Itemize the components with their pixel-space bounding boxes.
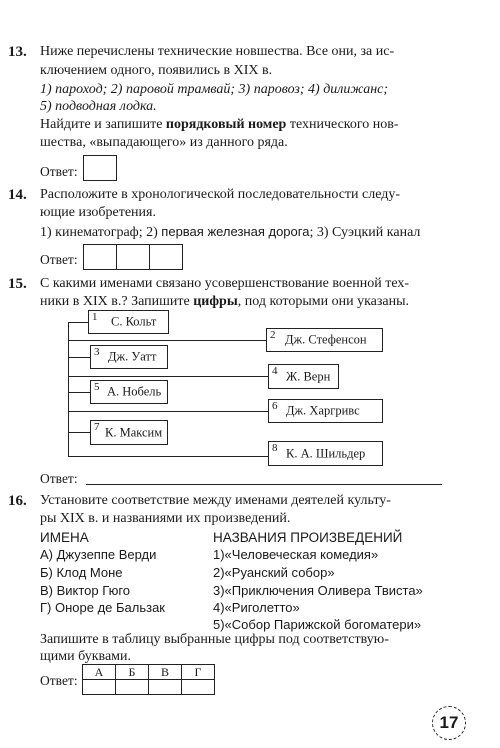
- q16-work-1: 1)«Человеческая комедия»: [213, 547, 379, 562]
- branch-line-7: [68, 432, 90, 433]
- q16-letter-b: Б: [116, 665, 149, 680]
- name-card-7: 7 К. Максим: [90, 420, 168, 445]
- q16-answer-cell-a[interactable]: [83, 680, 116, 695]
- branch-line-4: [68, 376, 268, 377]
- q13-number: 13.: [8, 44, 27, 60]
- q14-answer-label: Ответ:: [40, 252, 78, 267]
- q16-names-header: ИМЕНА: [40, 530, 89, 545]
- q14-inventions: 1) кинематограф; 2) первая железная дорога; 3) Суэцкий канал: [40, 224, 421, 240]
- q16-instruction-line2: щими буквами.: [40, 649, 132, 664]
- q13-answer-label: Ответ:: [40, 164, 78, 179]
- q15-text-line2: ники в XIX в.? Запишите цифры, под которыми они указаны.: [40, 294, 410, 309]
- q13-text-line2: ключением одного, появились в XIX в.: [40, 63, 273, 78]
- q16-works-header: НАЗВАНИЯ ПРОИЗВЕДЕНИЙ: [213, 530, 403, 545]
- q16-work-2: 2)«Руанский собор»: [213, 565, 335, 580]
- q16-letter-a: А: [83, 665, 116, 680]
- q13-text-line1: Ниже перечислены технические новшества. Все они, за ис-: [40, 44, 395, 59]
- name-card-3: 3 Дж. Уатт: [90, 345, 168, 369]
- q16-name-g: Г) Оноре де Бальзак: [40, 600, 165, 615]
- branch-line-8: [68, 456, 268, 457]
- q14-answer-cell-2[interactable]: [116, 244, 150, 270]
- branch-line-1: [68, 322, 88, 323]
- name-card-5: 5 А. Нобель: [90, 380, 168, 404]
- q16-name-v: В) Виктор Гюго: [40, 583, 131, 598]
- branch-line-2: [68, 340, 266, 341]
- q16-number: 16.: [8, 493, 27, 509]
- q16-name-b: Б) Клод Моне: [40, 565, 123, 580]
- q13-options-line2: 5) подводная лодка.: [40, 99, 157, 114]
- q15-number: 15.: [8, 276, 27, 292]
- name-card-4: 4 Ж. Верн: [268, 364, 339, 389]
- q16-letter-v: В: [149, 665, 182, 680]
- q14-text-line1: Расположите в хронологической последовательности следу-: [40, 187, 401, 202]
- q16-name-a: А) Джузеппе Верди: [40, 547, 157, 562]
- q16-text-line2: ры XIX в. и названиями их произведений.: [40, 511, 291, 526]
- q13-answer-box[interactable]: [83, 155, 117, 181]
- q13-task-line1: Найдите и запишите порядковый номер технического нов-: [40, 117, 399, 132]
- q16-answer-label: Ответ:: [40, 673, 78, 688]
- q14-text-line2: ющие изобретения.: [40, 205, 156, 220]
- q16-work-3: 3)«Приключения Оливера Твиста»: [213, 583, 423, 598]
- name-card-6: 6 Дж. Харгривс: [268, 399, 383, 423]
- q16-instruction-line1: Запишите в таблицу выбранные цифры под соответствую-: [40, 632, 389, 647]
- q14-number: 14.: [8, 187, 27, 203]
- branch-line-6: [68, 411, 268, 412]
- q16-work-4: 4)«Риголетто»: [213, 600, 300, 615]
- q14-answer-cell-3[interactable]: [149, 244, 183, 270]
- q13-options-line1: 1) пароход; 2) паровой трамвай; 3) паровоз; 4) дилижанс;: [40, 82, 389, 97]
- q16-text-line1: Установите соответствие между именами деятелей культу-: [40, 493, 391, 508]
- name-card-8: 8 К. А. Шильдер: [268, 441, 383, 466]
- branch-line-5: [68, 392, 90, 393]
- q15-text-line1: С какими именами связано усовершенствование военной тех-: [40, 276, 410, 291]
- tree-trunk-line: [68, 322, 69, 457]
- branch-line-3: [68, 357, 90, 358]
- name-card-2: 2 Дж. Стефенсон: [266, 328, 383, 352]
- q16-answer-cell-g[interactable]: [182, 680, 215, 695]
- q16-work-5: 5)«Собор Парижской богоматери»: [213, 617, 422, 632]
- q15-answer-label: Ответ:: [40, 471, 78, 486]
- q14-answer-cell-1[interactable]: [83, 244, 117, 270]
- q16-answer-cell-b[interactable]: [116, 680, 149, 695]
- page-number: 17: [432, 706, 466, 740]
- q15-answer-line[interactable]: [86, 484, 442, 485]
- q16-answer-table: [82, 664, 215, 695]
- q13-task-line2: шества, «выпадающего» из данного ряда.: [40, 135, 288, 150]
- q16-answer-cell-v[interactable]: [149, 680, 182, 695]
- q16-letter-g: Г: [182, 665, 215, 680]
- name-card-1: 1 С. Кольт: [88, 310, 169, 334]
